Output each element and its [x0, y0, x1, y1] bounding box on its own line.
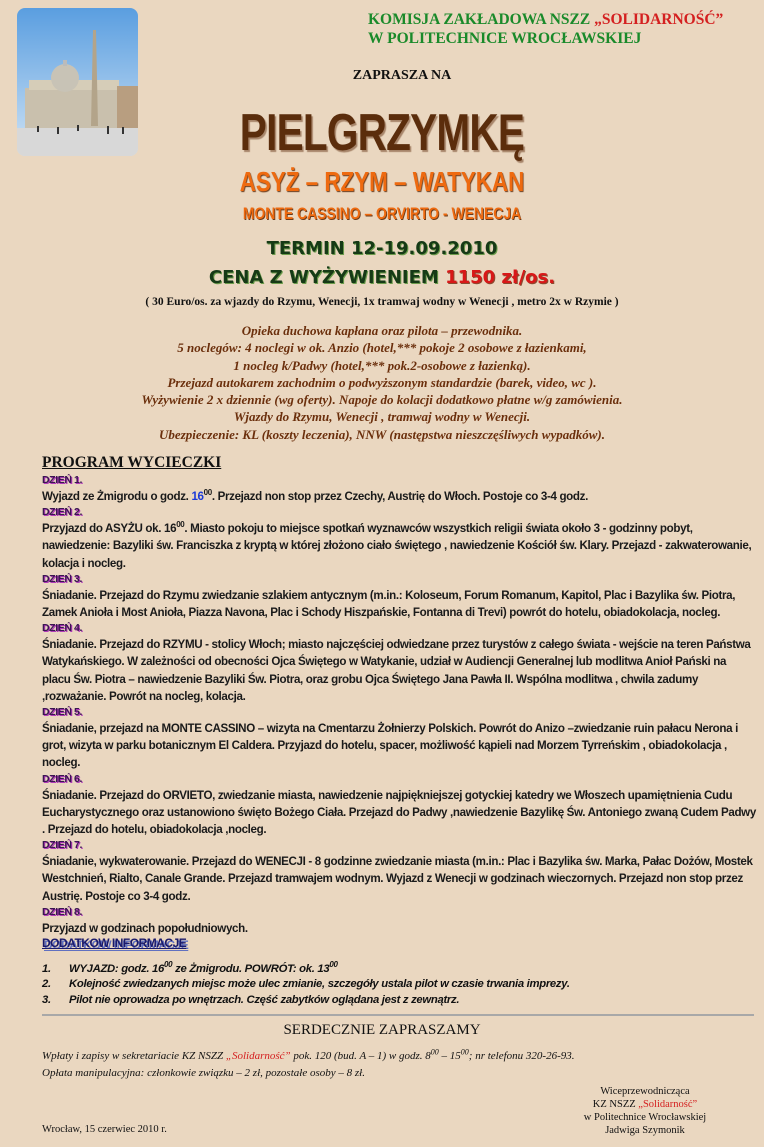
- price-note: ( 30 Euro/os. za wjazdy do Rzymu, Wenecji, 1x tramwaj wodny w Wenecji , metro 2x w Rzymie ): [145, 296, 619, 308]
- text-segment: Wpłaty i zapisy w sekretariacie KZ NSZZ: [42, 1050, 226, 1062]
- superscript: 00: [430, 1047, 439, 1057]
- text-segment: pok. 120 (bud. A – 1) w godz. 8: [290, 1050, 431, 1062]
- day-heading: DZIEŃ 8.: [42, 905, 82, 918]
- program-days: [42, 473, 757, 937]
- day-description: [42, 853, 757, 905]
- price-amount: 1150 zł/os.: [445, 267, 556, 288]
- closing-text: SERDECZNIE ZAPRASZAMY: [283, 1022, 481, 1038]
- list-item: [42, 977, 570, 992]
- text-segment: Przyjazd w godzinach popołudniowych.: [42, 921, 248, 935]
- signature-role: Wiceprzewodnicząca: [600, 1086, 690, 1097]
- price: [0, 267, 764, 288]
- offer-line: Przejazd autokarem zachodnim o podwyższonym standardzie (barek, video, wc ).: [167, 374, 597, 390]
- day-heading: DZIEŃ 2.: [42, 506, 82, 519]
- text-segment: Śniadanie, wykwaterowanie. Przejazd do WENECJI - 8 godzinne zwiedzanie miasta (m.in.: Plac i Bazylika św. Marka, Pałac Dożów, Mostek Westchnień, Rialto, Canale Grande. Przejazd tramwajem wodnym. Wyjazd z Wenecji w godzinach wieczornych. Przejazd non stop przez Austrię. Postoje co 3-4 godz.: [42, 855, 753, 903]
- list-number: 2.: [42, 978, 51, 991]
- list-item: [42, 993, 570, 1008]
- subtitle-extra-destinations: MONTE CASSINO – ORVIRTO - WENECJA: [242, 204, 522, 223]
- org-name: „SOLIDARNOŚĆ”: [594, 11, 724, 28]
- price-label: CENA Z WYŻYWIENIEM: [208, 267, 446, 288]
- day-description: [42, 787, 757, 839]
- signature-org-line2: w Politechnice Wrocławskiej: [583, 1112, 707, 1123]
- offer-line: Wyżywienie 2 x dziennie (wg oferty). Napoje do kolacji dodatkowo płatne w/g zamówienia.: [141, 392, 623, 408]
- text-segment: Śniadanie. Przejazd do Rzymu zwiedzanie szlakiem antycznym (m.in.: Koloseum, Forum Romanum, Kapitol, Plac i Bazylika św. Piotra, Zamek Anioła i Most Anioła, Piazza Navona, Plac i Schody Hiszpańskie, Fontanna di Trevi) powrót do hotelu, obiadokolacja, nocleg.: [42, 588, 736, 620]
- payment-info: [42, 1048, 575, 1082]
- day-description: [42, 587, 757, 621]
- text-segment: Śniadanie. Przejazd do ORVIETO, zwiedzanie miasta, nawiedzenie najpiękniejszej gotyckiej katedry we Włoszech upamiętnienia Cudu Eucharystycznego oraz ustanowiono święto Bożego Ciała. Przejazd do Padwy ,nawiedzenie Bazylikę Św. Antoniego zwaną Cudem Padwy . Przejazd do hotelu, obiadokolacja ,nocleg.: [42, 788, 756, 837]
- text-segment: – 15: [438, 1050, 461, 1062]
- text-segment: Śniadanie. Przejazd do RZYMU - stolicy Włoch; miasto najczęściej odwiedzane przez turystów z całego świata - wejście na teren Państwa Watykańskiego. W zależności od obecności Ojca Świętego w Watykanie, udział w Audiencji Generalnej lub modlitwa Anioł Pański na placu Św. Piotra – nawiedzenie Bazyliki Św. Piotra, oraz grobu Ojca Świętego Jana Pawła II. Wspólna modlitwa , chwila zadumy ,rozważanie. Powrót na nocleg, kolacja.: [42, 638, 751, 703]
- divider: [42, 1014, 754, 1016]
- extra-info-heading: DODATKOW INFORMACJE: [42, 936, 187, 950]
- text-segment: Śniadanie, przejazd na MONTE CASSINO – wizyta na Cmentarzu Żołnierzy Polskich. Powrót do Anizo –zwiedzanie ruin pałacu Nerona i grot, wizyta w parku botanicznym El Caldera. Przyjazd do hotelu, spacer, możliwość kąpieli nad Morzem Tyrreńskim , obiadokolacja , nocleg.: [42, 722, 738, 770]
- list-number: 3.: [42, 993, 51, 1006]
- text-segment: Przyjazd do ASYŻU ok. 16: [42, 522, 177, 536]
- text-segment: 16: [191, 490, 204, 503]
- superscript: 00: [329, 960, 338, 970]
- text-segment: ze Żmigrodu. POWRÓT: ok. 13: [172, 963, 330, 975]
- superscript: 00: [203, 488, 212, 498]
- day-heading: DZIEŃ 4.: [42, 622, 82, 635]
- page-title: PIELGRZYMKĘ: [239, 104, 525, 162]
- extra-info-list: [42, 962, 570, 1008]
- fee-line: Opłata manipulacyjna: członkowie związku – 2 zł, pozostałe osoby – 8 zł.: [42, 1067, 365, 1079]
- invite-text: ZAPRASZA NA: [352, 68, 452, 83]
- signature-org: KZ NSZZ: [592, 1099, 639, 1110]
- term-dates: TERMIN 12-19.09.2010: [266, 238, 498, 259]
- text-segment: „Solidarność”: [225, 1050, 291, 1062]
- org-line2: W POLITECHNICE WROCŁAWSKIEJ: [368, 30, 642, 47]
- superscript: 00: [460, 1047, 469, 1057]
- day-description: [42, 488, 757, 505]
- signature-name: Jadwiga Szymonik: [605, 1125, 685, 1136]
- document-date: Wrocław, 15 czerwiec 2010 r.: [42, 1124, 167, 1135]
- day-description: [42, 636, 757, 705]
- text-segment: ; nr telefonu 320-26-93.: [468, 1050, 575, 1062]
- text-segment: Kolejność zwiedzanych miejsc może ulec zmianie, szczegóły ustala pilot w czasie trwania imprezy.: [69, 978, 570, 991]
- superscript: 00: [164, 960, 173, 970]
- program-heading: PROGRAM WYCIECZKI: [42, 454, 222, 471]
- text-segment: . Przejazd non stop przez Czechy, Austrię do Włoch. Postoje co 3-4 godz.: [211, 490, 588, 503]
- list-item: [42, 962, 570, 977]
- day-description: [42, 520, 757, 572]
- offer-line: Ubezpieczenie: KL (koszty leczenia), NNW (następstwa nieszczęśliwych wypadków).: [159, 426, 605, 442]
- text-segment: WYJAZD: godz. 16: [69, 963, 164, 975]
- text-segment: . Miasto pokoju to miejsce spotkań wyznawców wszystkich religii świata około 3 - godzinny pobyt, nawiedzenie: Bazyliki św. Franciszka z kryptą w której złożono ciało świętego , nawiedzenie Kościół św. Klary. Przejazd - zakwaterowanie, kolacja i nocleg.: [42, 522, 752, 570]
- subtitle-destinations: ASYŻ – RZYM – WATYKAN: [239, 166, 525, 197]
- offer-line: Wjazdy do Rzymu, Wenecji , tramwaj wodny w Wenecji.: [233, 409, 531, 425]
- day-description: [42, 920, 757, 937]
- offer-line: 1 nocleg k/Padwy (hotel,*** pok.2-osobowe z łazienką).: [233, 357, 531, 373]
- day-heading: DZIEŃ 1.: [42, 474, 82, 486]
- organization-header: [368, 10, 723, 48]
- offer-details: [0, 322, 764, 443]
- text-segment: Wyjazd ze Żmigrodu o godz.: [42, 490, 192, 503]
- payment-line: [42, 1048, 575, 1065]
- offer-line: Opieka duchowa kapłana oraz pilota – przewodnika.: [241, 323, 523, 338]
- offer-line: 5 noclegów: 4 noclegi w ok. Anzio (hotel,*** pokoje 2 osobowe z łazienkami,: [177, 340, 587, 356]
- list-number: 1.: [42, 963, 51, 975]
- day-heading: DZIEŃ 5.: [42, 706, 82, 719]
- day-description: [42, 720, 757, 772]
- day-heading: DZIEŃ 3.: [42, 572, 82, 585]
- text-segment: Pilot nie oprowadza po wnętrzach. Część zabytków oglądana jest z zewnątrz.: [69, 993, 460, 1006]
- superscript: 00: [176, 520, 185, 530]
- signature-org-name: „Solidarność”: [638, 1099, 698, 1110]
- day-heading: DZIEŃ 7.: [42, 839, 82, 852]
- org-line1: KOMISJA ZAKŁADOWA NSZZ: [368, 11, 595, 28]
- day-heading: DZIEŃ 6.: [42, 772, 82, 785]
- signature: [560, 1085, 730, 1137]
